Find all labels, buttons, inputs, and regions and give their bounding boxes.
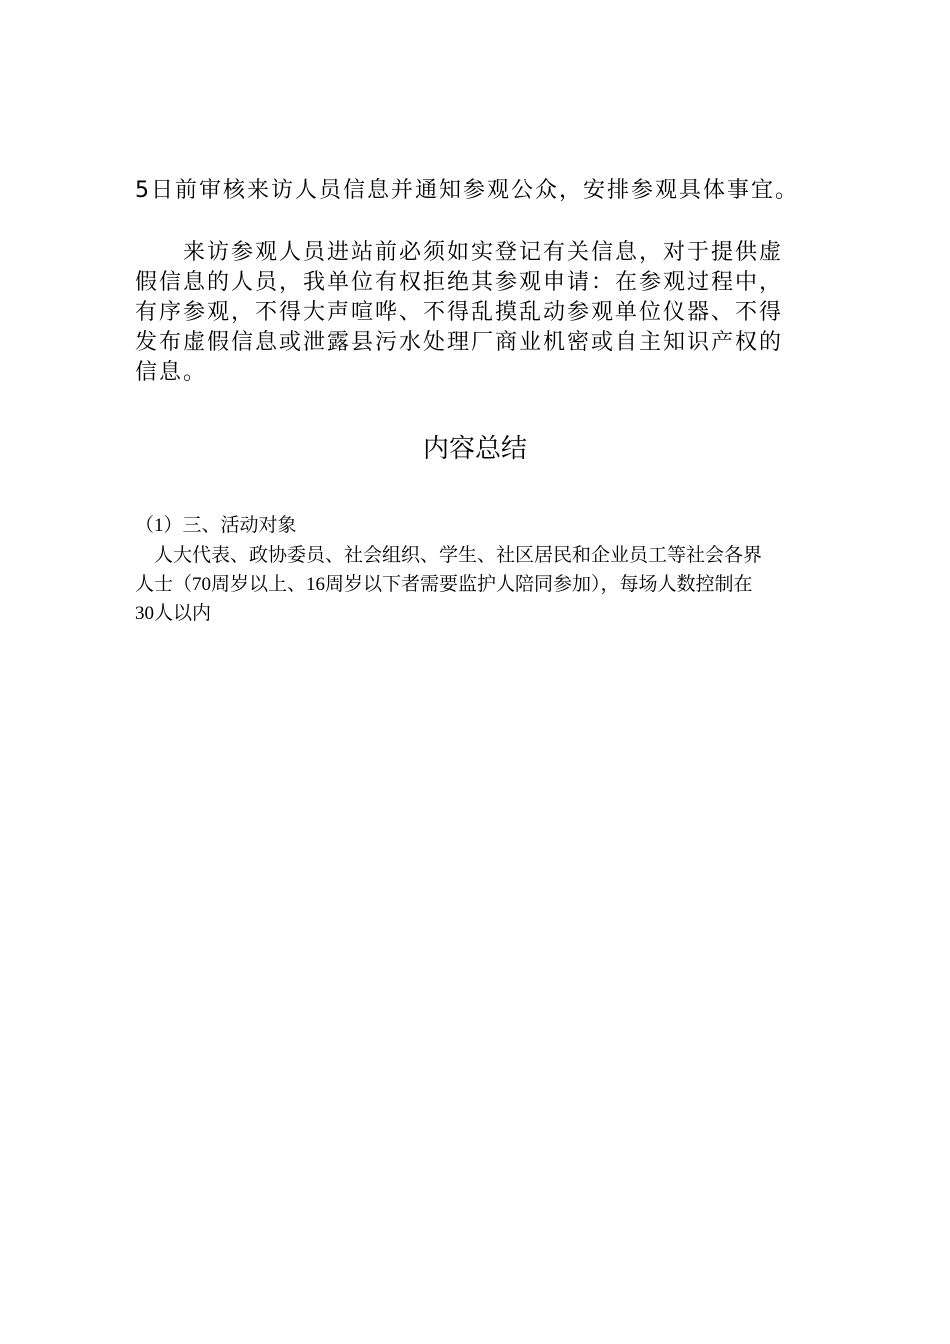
paragraph-visitor-rules <box>135 238 825 388</box>
text-line: 假信息的人员，我单位有权拒绝其参观申请：在参观过程中， <box>135 270 784 295</box>
summary-item-body <box>135 541 835 628</box>
text-line: 信息。 <box>135 360 208 385</box>
summary-item-title: （1）三、活动对象 <box>135 515 297 536</box>
text-line: 有序参观，不得大声喧哗、不得乱摸乱动参观单位仪器、不得 <box>135 300 784 325</box>
text-line: 发布虚假信息或泄露县污水处理厂商业机密或自主知识产权的 <box>135 330 784 355</box>
text-line: 5日前审核来访人员信息并通知参观公众，安排参观具体事宜。 <box>135 178 799 203</box>
text-line: 人士（70周岁以上、16周岁以下者需要监护人陪同参加），每场人数控制在 <box>135 574 753 595</box>
text-line: 30人以内 <box>135 603 212 624</box>
paragraph-visit-arrangement <box>135 176 825 206</box>
text-line: 来访参观人员进站前必须如实登记有关信息，对于提供虚 <box>183 240 784 265</box>
summary-heading: 内容总结 <box>422 434 527 464</box>
text-line: 人大代表、政协委员、社会组织、学生、社区居民和企业员工等社会各界 <box>154 545 763 566</box>
